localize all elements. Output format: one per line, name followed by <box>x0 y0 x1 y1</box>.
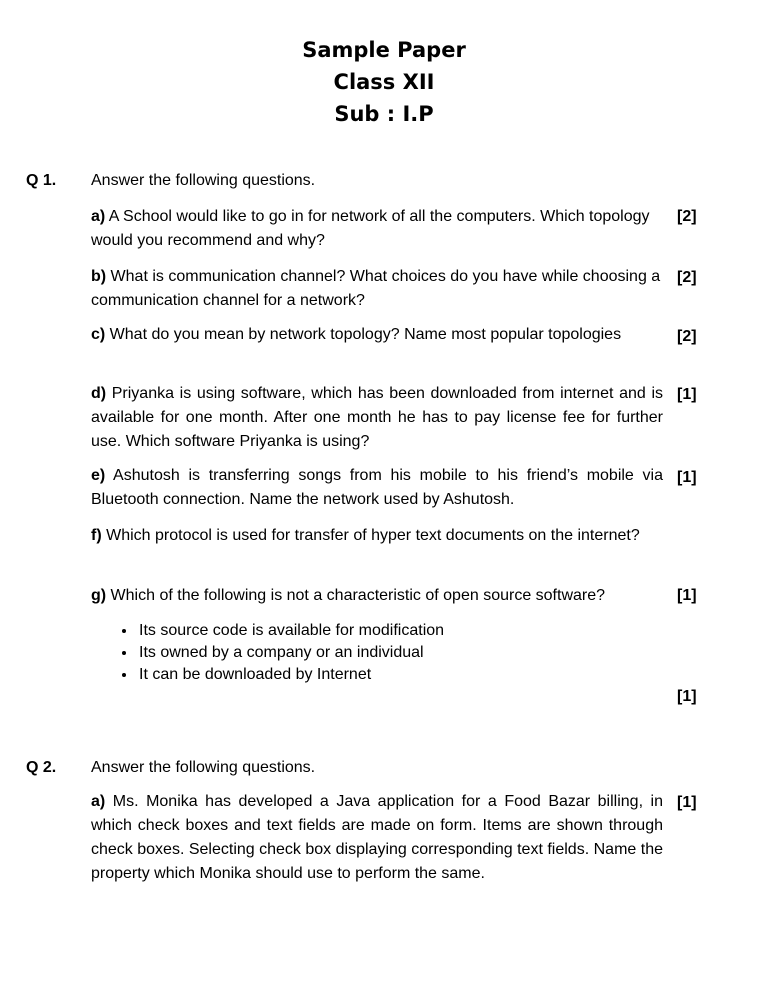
question-item-1c <box>91 323 663 347</box>
item-letter: a) <box>91 793 106 810</box>
item-letter: f) <box>91 527 102 544</box>
item-text: Ashutosh is transferring songs from his mobile to his friend’s mobile via Bluetooth connection. Name the network used by Ashutosh. <box>91 467 663 508</box>
marks-2a: [1] <box>677 794 697 811</box>
question-item-1f <box>91 524 663 548</box>
paper-title: Sample Paper <box>302 38 466 62</box>
item-letter: g) <box>91 587 107 604</box>
question-intro-q1: Answer the following questions. <box>91 172 316 189</box>
item-text: Ms. Monika has developed a Java application for a Food Bazar billing, in which check boxes and text fields are made on form. Items are shown through check boxes. Selecting check box displaying corresponding text fields. Name the property which Monika should use to perform the same. <box>91 793 663 882</box>
question-number-q1: Q 1. <box>26 172 57 189</box>
class-label: Class XII <box>333 70 435 94</box>
option-item: • Its source code is available for modification <box>137 620 444 642</box>
item-text: What is communication channel? What choices do you have while choosing a communication channel for a network? <box>91 268 661 309</box>
option-item: • It can be downloaded by Internet <box>137 664 444 686</box>
paper-header <box>0 34 768 130</box>
marks-1e: [1] <box>677 469 697 486</box>
item-text: Which protocol is used for transfer of hyper text documents on the internet? <box>101 527 640 544</box>
question-item-1e <box>91 464 663 512</box>
question-item-1g <box>91 584 663 608</box>
item-letter: d) <box>91 385 107 402</box>
question-item-1d <box>91 382 663 454</box>
question-item-2a <box>91 790 663 886</box>
options-list <box>91 620 444 686</box>
item-text: Priyanka is using software, which has been downloaded from internet and is available for one month. After one month he has to pay license fee for further use. Which software Priyanka is using? <box>91 385 663 450</box>
question-item-1a <box>91 205 663 253</box>
item-text: Which of the following is not a characteristic of open source software? <box>106 587 606 604</box>
subject-label: Sub : I.P <box>334 102 434 126</box>
marks-1a: [2] <box>677 208 697 225</box>
marks-1d: [1] <box>677 386 697 403</box>
option-item: • Its owned by a company or an individual <box>137 642 444 664</box>
marks-1g: [1] <box>677 587 697 604</box>
item-letter: e) <box>91 467 106 484</box>
item-letter: c) <box>91 326 106 343</box>
item-text: What do you mean by network topology? Name most popular topologies <box>105 326 622 343</box>
item-text: A School would like to go in for network of all the computers. Which topology would you recommend and why? <box>91 208 650 249</box>
marks-1-trailing: [1] <box>677 688 697 705</box>
item-letter: a) <box>91 208 106 225</box>
question-intro-q2: Answer the following questions. <box>91 759 316 776</box>
marks-1c: [2] <box>677 328 697 345</box>
item-letter: b) <box>91 268 107 285</box>
marks-1b: [2] <box>677 269 697 286</box>
question-item-1b <box>91 265 663 313</box>
question-number-q2: Q 2. <box>26 759 57 776</box>
